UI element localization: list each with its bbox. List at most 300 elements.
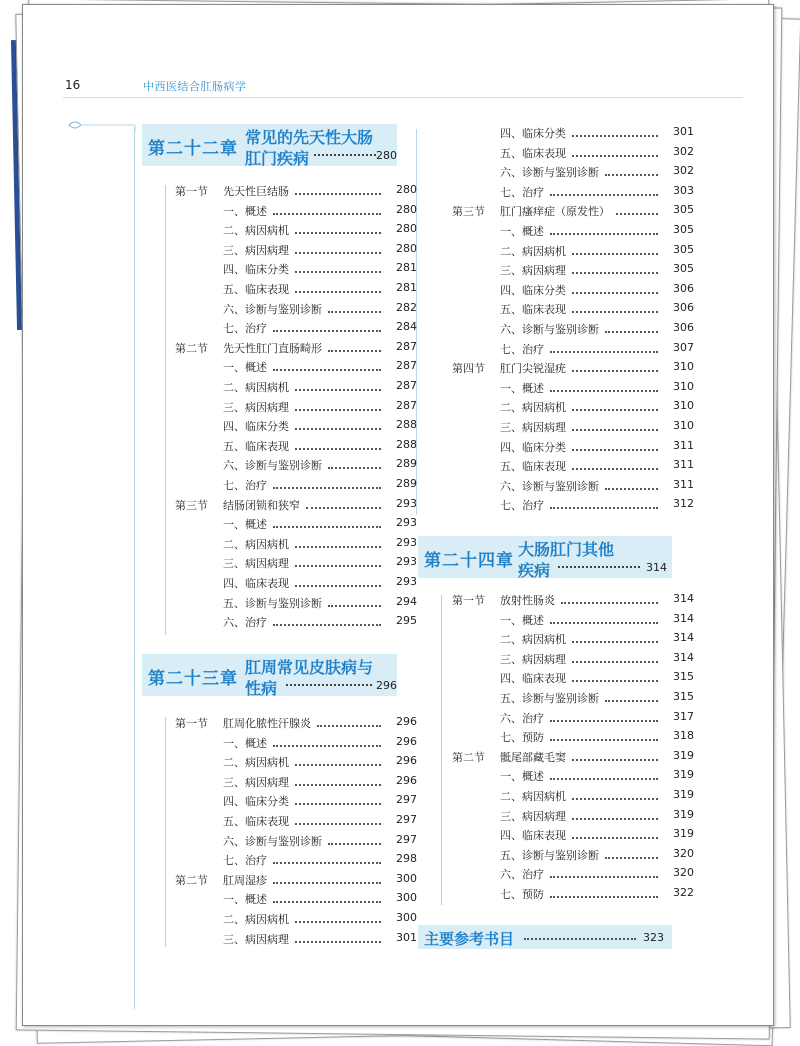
leader-dots bbox=[572, 659, 658, 663]
toc-subsection-row[interactable] bbox=[175, 614, 420, 632]
entry-title: 五、临床表现 bbox=[223, 283, 289, 296]
leader-dots bbox=[328, 603, 381, 607]
leader-dots bbox=[572, 757, 658, 761]
entry-page: 287 bbox=[396, 379, 417, 392]
entry-title: 五、诊断与鉴别诊断 bbox=[500, 848, 599, 862]
chapter-heading[interactable] bbox=[142, 654, 397, 696]
leader-dots bbox=[328, 841, 381, 845]
entry-title: 二、病因病机 bbox=[223, 913, 289, 926]
entry-title: 一、概述 bbox=[223, 518, 267, 532]
leader-dots bbox=[317, 723, 381, 727]
toc-subsection-row[interactable] bbox=[175, 418, 420, 436]
leader-dots bbox=[572, 816, 658, 820]
entry-title: 一、概述 bbox=[500, 381, 544, 395]
entry-page: 310 bbox=[673, 419, 694, 432]
entry-page: 289 bbox=[396, 477, 417, 490]
entry-page: 280 bbox=[396, 183, 417, 196]
references-heading[interactable] bbox=[418, 925, 672, 949]
entry-page: 301 bbox=[396, 930, 417, 944]
leader-dots bbox=[558, 560, 640, 568]
toc-subsection-row[interactable] bbox=[452, 478, 697, 496]
toc-subsection-row[interactable] bbox=[452, 808, 697, 826]
leader-dots bbox=[295, 289, 381, 293]
leader-dots bbox=[295, 426, 381, 430]
leader-dots bbox=[295, 387, 381, 391]
leader-dots bbox=[295, 191, 381, 195]
chapter-page: 280 bbox=[376, 149, 397, 162]
toc-section-row[interactable] bbox=[175, 183, 420, 201]
toc-subsection-row[interactable] bbox=[175, 477, 420, 495]
toc-subsection-row[interactable] bbox=[175, 242, 420, 260]
section-rule bbox=[441, 595, 442, 905]
section-label: 第四节 bbox=[452, 362, 485, 376]
chapter-title: 大肠肛门其他 bbox=[518, 540, 615, 559]
toc-subsection-row[interactable] bbox=[452, 651, 697, 669]
entry-title: 一、概述 bbox=[223, 361, 267, 375]
entry-title: 五、诊断与鉴别诊断 bbox=[500, 692, 599, 705]
toc-subsection-row[interactable] bbox=[452, 886, 697, 904]
section-label: 第二节 bbox=[175, 873, 208, 887]
section-label: 第一节 bbox=[452, 594, 485, 607]
entry-title: 肛门瘙痒症（原发性） bbox=[500, 205, 610, 219]
entry-title: 六、诊断与鉴别诊断 bbox=[500, 479, 599, 493]
section-rule bbox=[165, 185, 166, 635]
leader-dots bbox=[572, 466, 658, 470]
entry-title: 三、病因病理 bbox=[223, 400, 289, 414]
entry-title: 七、治疗 bbox=[500, 342, 544, 356]
entry-page: 293 bbox=[396, 575, 417, 588]
chapter-title: 肛周常见皮肤病与 bbox=[245, 658, 374, 677]
leader-dots bbox=[550, 874, 658, 878]
margin-rule bbox=[134, 127, 135, 1009]
leader-dots bbox=[295, 446, 381, 450]
entry-title: 放射性肠炎 bbox=[500, 594, 555, 607]
entry-page: 322 bbox=[673, 886, 694, 899]
entry-title: 结肠闭锁和狭窄 bbox=[223, 498, 300, 512]
toc-subsection-row[interactable] bbox=[175, 852, 420, 870]
entry-page: 281 bbox=[396, 261, 417, 275]
toc-subsection-row[interactable] bbox=[452, 670, 697, 688]
entry-page: 310 bbox=[673, 360, 694, 374]
toc-subsection-row[interactable] bbox=[175, 516, 420, 534]
entry-page: 302 bbox=[673, 144, 694, 158]
entry-title: 二、病因病机 bbox=[500, 790, 566, 803]
leader-dots bbox=[295, 583, 381, 587]
leader-dots bbox=[616, 211, 658, 215]
leader-dots bbox=[273, 485, 381, 489]
leader-dots bbox=[572, 153, 658, 157]
toc-subsection-row[interactable] bbox=[452, 262, 697, 280]
leader-dots bbox=[273, 367, 381, 371]
toc-subsection-row[interactable] bbox=[452, 184, 697, 202]
entry-page: 297 bbox=[396, 832, 417, 846]
entry-page: 288 bbox=[396, 418, 417, 432]
book-title: 中西医结合肛肠病学 bbox=[143, 80, 247, 93]
entry-title: 肛周湿疹 bbox=[223, 873, 267, 887]
toc-subsection-row[interactable] bbox=[452, 321, 697, 339]
entry-title: 二、病因病机 bbox=[500, 244, 566, 258]
entry-page: 305 bbox=[673, 203, 694, 217]
section-label: 第二节 bbox=[452, 750, 485, 764]
entry-page: 312 bbox=[673, 497, 694, 511]
leader-dots bbox=[295, 563, 381, 567]
toc-subsection-row[interactable] bbox=[452, 827, 697, 845]
entry-title: 六、治疗 bbox=[223, 616, 267, 630]
entry-page: 306 bbox=[673, 321, 694, 334]
entry-title: 一、概述 bbox=[223, 893, 267, 907]
toc-subsection-row[interactable] bbox=[452, 847, 697, 865]
toc-subsection-row[interactable] bbox=[452, 301, 697, 319]
section-label: 第二节 bbox=[175, 341, 208, 355]
section-label: 第一节 bbox=[175, 717, 208, 730]
entry-page: 296 bbox=[396, 715, 417, 728]
leader-dots bbox=[273, 622, 381, 626]
chapter-title: 疾病 bbox=[518, 561, 551, 580]
entry-title: 三、病因病理 bbox=[223, 557, 289, 571]
entry-page: 288 bbox=[396, 437, 417, 451]
entry-title: 七、治疗 bbox=[223, 322, 267, 336]
toc-subsection-row[interactable] bbox=[452, 866, 697, 884]
leader-dots bbox=[550, 192, 658, 196]
page-number: 16 bbox=[65, 78, 81, 92]
chapter-heading[interactable] bbox=[418, 536, 672, 578]
leader-dots bbox=[605, 698, 658, 702]
leader-dots bbox=[273, 880, 381, 884]
leader-dots bbox=[550, 620, 658, 624]
leader-dots bbox=[572, 678, 658, 682]
entry-title: 骶尾部藏毛窦 bbox=[500, 750, 566, 764]
leader-dots bbox=[295, 230, 381, 234]
leader-dots bbox=[295, 801, 381, 805]
entry-page: 280 bbox=[396, 241, 417, 255]
entry-page: 319 bbox=[673, 807, 694, 821]
leaf-ornament-icon bbox=[67, 118, 137, 132]
toc-subsection-row[interactable] bbox=[452, 341, 697, 359]
toc-subsection-row[interactable] bbox=[452, 439, 697, 457]
entry-page: 311 bbox=[673, 438, 694, 452]
entry-page: 287 bbox=[396, 339, 417, 353]
toc-subsection-row[interactable] bbox=[452, 458, 697, 476]
entry-title: 先天性肛门直肠畸形 bbox=[223, 341, 322, 355]
entry-title: 五、临床表现 bbox=[500, 146, 566, 160]
leader-dots bbox=[572, 309, 658, 313]
entry-title: 二、病因病机 bbox=[500, 633, 566, 647]
entry-page: 317 bbox=[673, 709, 694, 723]
entry-title: 七、治疗 bbox=[500, 185, 544, 199]
leader-dots bbox=[605, 486, 658, 490]
entry-page: 306 bbox=[673, 301, 694, 315]
leader-dots bbox=[295, 407, 381, 411]
leader-dots bbox=[572, 290, 658, 294]
entry-page: 300 bbox=[396, 871, 417, 885]
entry-title: 六、诊断与鉴别诊断 bbox=[500, 166, 599, 180]
entry-title: 四、临床分类 bbox=[223, 795, 289, 809]
entry-title: 六、诊断与鉴别诊断 bbox=[223, 459, 322, 473]
entry-title: 三、病因病理 bbox=[223, 243, 289, 257]
entry-title: 四、临床分类 bbox=[500, 283, 566, 297]
toc-subsection-row[interactable] bbox=[175, 359, 420, 377]
toc-subsection-row[interactable] bbox=[175, 595, 420, 613]
leader-dots bbox=[295, 782, 381, 786]
references-title: 主要参考书目 bbox=[424, 930, 515, 948]
entry-page: 300 bbox=[396, 911, 417, 924]
leader-dots bbox=[572, 427, 658, 431]
chapter-page: 296 bbox=[376, 679, 397, 692]
entry-title: 七、治疗 bbox=[500, 499, 544, 513]
leader-dots bbox=[550, 349, 658, 353]
entry-title: 六、诊断与鉴别诊断 bbox=[500, 323, 599, 336]
toc-subsection-row[interactable] bbox=[175, 261, 420, 279]
entry-title: 四、临床表现 bbox=[500, 829, 566, 843]
entry-page: 307 bbox=[673, 340, 694, 354]
leader-dots bbox=[273, 328, 381, 332]
chapter-heading[interactable] bbox=[142, 124, 397, 166]
toc-subsection-row[interactable] bbox=[175, 931, 420, 949]
toc-subsection-row[interactable] bbox=[452, 164, 697, 182]
toc-subsection-row[interactable] bbox=[452, 223, 697, 241]
toc-subsection-row[interactable] bbox=[452, 631, 697, 649]
leader-dots bbox=[605, 172, 658, 176]
leader-dots bbox=[572, 368, 658, 372]
leader-dots bbox=[561, 600, 658, 604]
entry-title: 三、病因病理 bbox=[223, 775, 289, 789]
entry-page: 314 bbox=[673, 631, 694, 645]
entry-title: 六、治疗 bbox=[500, 711, 544, 725]
leader-dots bbox=[550, 231, 658, 235]
entry-title: 一、概述 bbox=[500, 613, 544, 627]
leader-dots bbox=[295, 762, 381, 766]
toc-subsection-row[interactable] bbox=[452, 399, 697, 417]
leader-dots bbox=[295, 250, 381, 254]
toc-subsection-row[interactable] bbox=[175, 911, 420, 929]
entry-page: 320 bbox=[673, 866, 694, 880]
toc-subsection-row[interactable] bbox=[452, 380, 697, 398]
entry-title: 七、预防 bbox=[500, 731, 544, 745]
entry-page: 298 bbox=[396, 852, 417, 866]
leader-dots bbox=[572, 835, 658, 839]
entry-page: 303 bbox=[673, 183, 694, 197]
toc-subsection-row[interactable] bbox=[175, 774, 420, 792]
toc-subsection-row[interactable] bbox=[175, 457, 420, 475]
toc-subsection-row[interactable] bbox=[452, 788, 697, 806]
entry-title: 四、临床分类 bbox=[500, 440, 566, 454]
toc-subsection-row[interactable] bbox=[175, 320, 420, 338]
entry-title: 二、病因病机 bbox=[223, 756, 289, 770]
entry-page: 302 bbox=[673, 164, 694, 178]
entry-title: 三、病因病理 bbox=[500, 421, 566, 434]
toc-subsection-row[interactable] bbox=[175, 222, 420, 240]
toc-subsection-row[interactable] bbox=[452, 710, 697, 728]
entry-page: 300 bbox=[396, 891, 417, 905]
toc-subsection-row[interactable] bbox=[452, 145, 697, 163]
entry-title: 四、临床分类 bbox=[500, 127, 566, 140]
chapter-title: 肛门疾病 bbox=[245, 149, 310, 168]
entry-title: 三、病因病理 bbox=[223, 932, 289, 946]
entry-title: 一、概述 bbox=[223, 736, 267, 750]
entry-title: 二、病因病机 bbox=[223, 537, 289, 551]
entry-page: 293 bbox=[396, 555, 417, 569]
entry-page: 320 bbox=[673, 846, 694, 860]
entry-title: 四、临床表现 bbox=[500, 672, 566, 686]
references-page: 323 bbox=[643, 931, 664, 944]
entry-title: 三、病因病理 bbox=[500, 809, 566, 823]
entry-page: 319 bbox=[673, 748, 694, 762]
toc-subsection-row[interactable] bbox=[452, 729, 697, 747]
entry-page: 289 bbox=[396, 457, 417, 471]
entry-page: 281 bbox=[396, 281, 417, 294]
toc-subsection-row[interactable] bbox=[175, 301, 420, 319]
entry-page: 314 bbox=[673, 611, 694, 625]
toc-subsection-row[interactable] bbox=[175, 203, 420, 221]
leader-dots bbox=[328, 465, 381, 469]
toc-subsection-row[interactable] bbox=[175, 555, 420, 573]
toc-subsection-row[interactable] bbox=[175, 281, 420, 299]
entry-page: 282 bbox=[396, 300, 417, 314]
entry-title: 五、临床表现 bbox=[500, 460, 566, 474]
entry-title: 二、病因病机 bbox=[500, 401, 566, 415]
section-label: 第三节 bbox=[452, 205, 485, 219]
header-rule bbox=[63, 97, 743, 98]
section-label: 第一节 bbox=[175, 185, 208, 198]
entry-page: 297 bbox=[396, 793, 417, 807]
toc-page bbox=[22, 4, 774, 1026]
toc-section-row[interactable] bbox=[452, 360, 697, 378]
toc-subsection-row[interactable] bbox=[175, 833, 420, 851]
toc-subsection-row[interactable] bbox=[452, 419, 697, 437]
toc-subsection-row[interactable] bbox=[175, 536, 420, 554]
entry-page: 311 bbox=[673, 477, 694, 491]
entry-title: 五、诊断与鉴别诊断 bbox=[223, 596, 322, 610]
leader-dots bbox=[306, 505, 381, 509]
leader-dots bbox=[572, 133, 658, 137]
toc-subsection-row[interactable] bbox=[452, 243, 697, 261]
toc-subsection-row[interactable] bbox=[452, 612, 697, 630]
leader-dots bbox=[572, 407, 658, 411]
entry-page: 306 bbox=[673, 281, 694, 295]
entry-page: 280 bbox=[396, 202, 417, 216]
leader-dots bbox=[295, 821, 381, 825]
toc-subsection-row[interactable] bbox=[452, 497, 697, 515]
entry-title: 二、病因病机 bbox=[223, 224, 289, 238]
toc-section-row[interactable] bbox=[452, 203, 697, 221]
entry-page: 318 bbox=[673, 729, 694, 743]
entry-title: 六、诊断与鉴别诊断 bbox=[223, 834, 322, 848]
toc-subsection-row[interactable] bbox=[452, 125, 697, 143]
entry-page: 293 bbox=[396, 535, 417, 549]
toc-subsection-row[interactable] bbox=[175, 813, 420, 831]
entry-title: 六、诊断与鉴别诊断 bbox=[223, 302, 322, 316]
entry-page: 293 bbox=[396, 516, 417, 530]
entry-title: 五、临床表现 bbox=[223, 815, 289, 828]
leader-dots bbox=[572, 447, 658, 451]
entry-page: 305 bbox=[673, 223, 694, 236]
leader-dots bbox=[286, 678, 372, 686]
toc-section-row[interactable] bbox=[175, 340, 420, 358]
chapter-page: 314 bbox=[646, 561, 667, 574]
entry-title: 四、临床表现 bbox=[223, 577, 289, 590]
entry-title: 五、临床表现 bbox=[500, 303, 566, 317]
entry-title: 四、临床分类 bbox=[223, 420, 289, 434]
toc-subsection-row[interactable] bbox=[452, 282, 697, 300]
entry-title: 五、临床表现 bbox=[223, 439, 289, 453]
toc-section-row[interactable] bbox=[452, 592, 697, 610]
toc-subsection-row[interactable] bbox=[175, 438, 420, 456]
entry-page: 287 bbox=[396, 398, 417, 412]
entry-page: 319 bbox=[673, 788, 694, 801]
leader-dots bbox=[572, 270, 658, 274]
toc-subsection-row[interactable] bbox=[175, 754, 420, 772]
leader-dots bbox=[273, 211, 381, 215]
toc-subsection-row[interactable] bbox=[175, 735, 420, 753]
toc-subsection-row[interactable] bbox=[175, 891, 420, 909]
leader-dots bbox=[550, 388, 658, 392]
leader-dots bbox=[273, 743, 381, 747]
entry-page: 315 bbox=[673, 690, 694, 703]
entry-page: 301 bbox=[673, 125, 694, 138]
entry-page: 311 bbox=[673, 458, 694, 472]
leader-dots bbox=[295, 544, 381, 548]
chapter-label: 第二十四章 bbox=[424, 551, 514, 571]
entry-page: 293 bbox=[396, 496, 417, 510]
entry-title: 七、治疗 bbox=[223, 854, 267, 868]
entry-title: 七、治疗 bbox=[223, 479, 267, 492]
entry-page: 294 bbox=[396, 594, 417, 608]
leader-dots bbox=[550, 505, 658, 509]
leader-dots bbox=[524, 936, 636, 940]
entry-page: 310 bbox=[673, 379, 694, 393]
entry-page: 319 bbox=[673, 768, 694, 782]
section-rule bbox=[165, 717, 166, 947]
entry-page: 296 bbox=[396, 734, 417, 748]
toc-subsection-row[interactable] bbox=[175, 379, 420, 397]
entry-page: 305 bbox=[673, 262, 694, 276]
section-label: 第三节 bbox=[175, 498, 208, 512]
entry-title: 七、预防 bbox=[500, 888, 544, 901]
entry-title: 肛周化脓性汗腺炎 bbox=[223, 717, 311, 730]
entry-title: 三、病因病理 bbox=[500, 652, 566, 666]
leader-dots bbox=[273, 899, 381, 903]
entry-title: 四、临床分类 bbox=[223, 263, 289, 277]
toc-section-row[interactable] bbox=[452, 749, 697, 767]
entry-page: 296 bbox=[396, 754, 417, 768]
entry-page: 295 bbox=[396, 614, 417, 628]
entry-title: 一、概述 bbox=[500, 225, 544, 238]
toc-section-row[interactable] bbox=[175, 497, 420, 515]
entry-page: 297 bbox=[396, 813, 417, 826]
leader-dots bbox=[328, 348, 381, 352]
toc-subsection-row[interactable] bbox=[175, 793, 420, 811]
toc-section-row[interactable] bbox=[175, 715, 420, 733]
entry-page: 296 bbox=[396, 773, 417, 787]
leader-dots bbox=[273, 524, 381, 528]
toc-subsection-row[interactable] bbox=[175, 575, 420, 593]
leader-dots bbox=[572, 639, 658, 643]
entry-page: 315 bbox=[673, 670, 694, 684]
toc-subsection-row[interactable] bbox=[452, 690, 697, 708]
leader-dots bbox=[572, 251, 658, 255]
toc-subsection-row[interactable] bbox=[452, 768, 697, 786]
entry-title: 一、概述 bbox=[500, 770, 544, 784]
toc-subsection-row[interactable] bbox=[175, 399, 420, 417]
entry-page: 319 bbox=[673, 827, 694, 841]
leader-dots bbox=[314, 148, 376, 156]
leader-dots bbox=[295, 939, 381, 943]
entry-title: 一、概述 bbox=[223, 204, 267, 218]
toc-section-row[interactable] bbox=[175, 872, 420, 890]
entry-page: 310 bbox=[673, 399, 694, 413]
entry-page: 284 bbox=[396, 320, 417, 334]
entry-title: 二、病因病机 bbox=[223, 381, 289, 394]
